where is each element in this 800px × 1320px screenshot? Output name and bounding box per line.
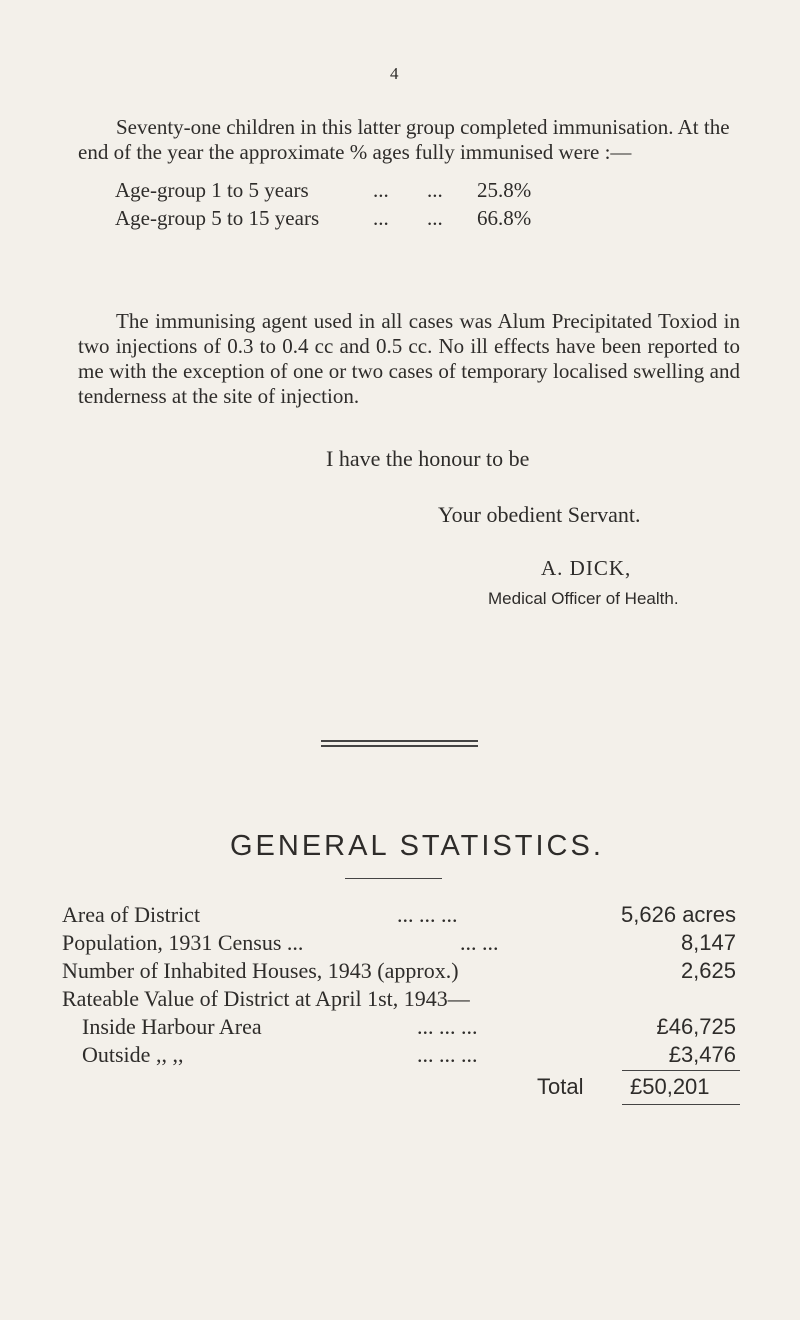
immunisation-paragraph-text: Seventy-one children in this latter group completed immunisation. At the end of the year the approximate % ages fully immunised were :— xyxy=(78,115,730,164)
signature-name: A. DICK, xyxy=(541,556,632,580)
stats-label: Rateable Value of District at April 1st, 1943— xyxy=(62,986,470,1011)
age-group-value: 66.8% xyxy=(477,206,532,230)
stats-value: £46,725 xyxy=(656,1014,736,1039)
stats-row xyxy=(62,958,742,986)
total-label: Total xyxy=(537,1074,584,1099)
stats-row xyxy=(62,1042,742,1070)
leader-dots: ... xyxy=(427,206,443,230)
stats-label: Inside Harbour Area xyxy=(82,1014,262,1039)
divider xyxy=(345,878,442,879)
leader-dots: ... ... ... xyxy=(397,902,458,927)
stats-label: Area of District xyxy=(62,902,201,927)
leader-dots: ... xyxy=(373,206,389,230)
age-group-value: 25.8% xyxy=(477,178,532,202)
closing-line: I have the honour to be xyxy=(326,446,530,471)
section-heading: GENERAL STATISTICS. xyxy=(230,830,604,862)
page-number: 4 xyxy=(390,64,399,83)
stats-row xyxy=(62,1014,742,1042)
divider xyxy=(321,745,478,747)
stats-row xyxy=(62,902,742,930)
stats-value: £3,476 xyxy=(668,1042,736,1067)
immunisation-paragraph xyxy=(78,115,738,165)
age-group-label: Age-group 5 to 15 years xyxy=(115,206,320,230)
leader-dots: ... xyxy=(373,178,389,202)
divider xyxy=(321,740,478,742)
stats-row xyxy=(62,986,742,1014)
stats-value: 5,626 acres xyxy=(621,902,736,927)
leader-dots: ... ... ... xyxy=(417,1042,478,1067)
stats-label: Population, 1931 Census ... xyxy=(62,930,304,955)
total-value: £50,201 xyxy=(630,1074,710,1099)
stats-row xyxy=(62,930,742,958)
stats-label: Outside ,, ,, xyxy=(82,1042,184,1067)
age-group-label: Age-group 1 to 5 years xyxy=(115,178,309,202)
leader-dots: ... xyxy=(427,178,443,202)
total-rule xyxy=(622,1104,740,1105)
immunising-agent-text: The immunising agent used in all cases was Alum Precipitated Toxiod in two injections of 0.3 to 0.4 cc and 0.5 cc. No ill effects have been reported to me with the exception of one or two cases of temporary localised swelling and tenderness at the site of injection. xyxy=(78,309,740,408)
leader-dots: ... ... ... xyxy=(417,1014,478,1039)
signature-title: Medical Officer of Health. xyxy=(488,589,679,608)
total-rule xyxy=(622,1070,740,1071)
stats-value: 2,625 xyxy=(680,958,736,983)
immunising-agent-paragraph xyxy=(78,309,740,409)
stats-value: 8,147 xyxy=(680,930,736,955)
closing-line: Your obedient Servant. xyxy=(438,502,641,527)
leader-dots: ... ... xyxy=(460,930,499,955)
stats-label: Number of Inhabited Houses, 1943 (approx.) xyxy=(62,958,459,983)
